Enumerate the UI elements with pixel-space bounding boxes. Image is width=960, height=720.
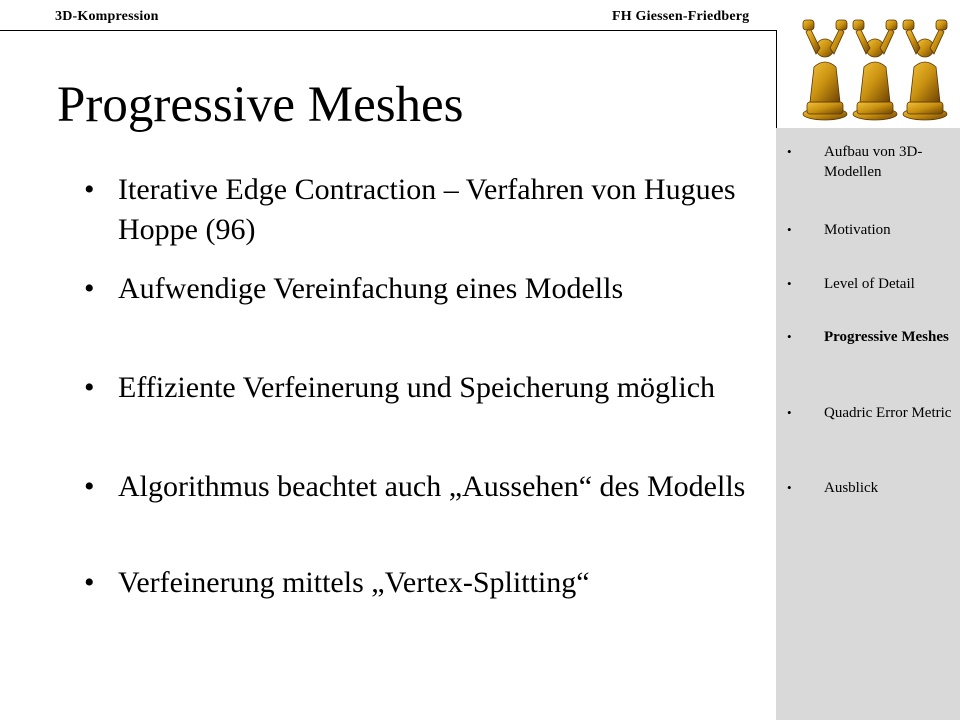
sidebar-item-label: Level of Detail <box>824 276 915 292</box>
statue-2 <box>853 20 897 120</box>
page-title: Progressive Meshes <box>57 77 464 133</box>
buddha-statues-image <box>800 12 950 122</box>
bullet-icon: • <box>787 405 792 420</box>
bullet-icon: • <box>787 480 792 495</box>
bullet-icon: • <box>84 470 95 503</box>
bullet-text: Effiziente Verfeinerung und Speicherung möglich <box>118 371 716 404</box>
statue-3 <box>903 20 947 120</box>
bullet-icon: • <box>787 276 792 291</box>
bullet-text: Aufwendige Vereinfachung eines Modells <box>118 272 624 305</box>
header-divider <box>0 30 776 31</box>
sidebar <box>776 128 960 720</box>
bullet-icon: • <box>84 173 95 206</box>
header-right: FH Giessen-Friedberg <box>612 9 750 24</box>
bullet-icon: • <box>84 371 95 404</box>
sidebar-item-label: Quadric Error Metric <box>824 405 952 421</box>
bullet-icon: • <box>84 272 95 305</box>
sidebar-item-label: Motivation <box>824 222 891 238</box>
bullet-icon: • <box>787 329 792 344</box>
bullet-icon: • <box>84 566 95 599</box>
bullet-text: Verfeinerung mittels „Vertex-Splitting“ <box>118 566 590 599</box>
statue-1 <box>803 20 847 120</box>
bullet-icon: • <box>787 222 792 237</box>
bullet-text: Algorithmus beachtet auch „Aussehen“ des Modells <box>118 470 746 503</box>
sidebar-item-label: Aufbau von 3D-Modellen <box>824 144 923 180</box>
sidebar-item-label: Ausblick <box>824 480 879 496</box>
sidebar-item-label: Progressive Meshes <box>824 329 949 345</box>
bullet-text: Iterative Edge Contraction – Verfahren von Hugues Hoppe (96) <box>118 173 736 246</box>
header-left: 3D-Kompression <box>55 9 159 24</box>
sidebar-divider <box>776 30 777 128</box>
bullet-icon: • <box>787 144 792 159</box>
